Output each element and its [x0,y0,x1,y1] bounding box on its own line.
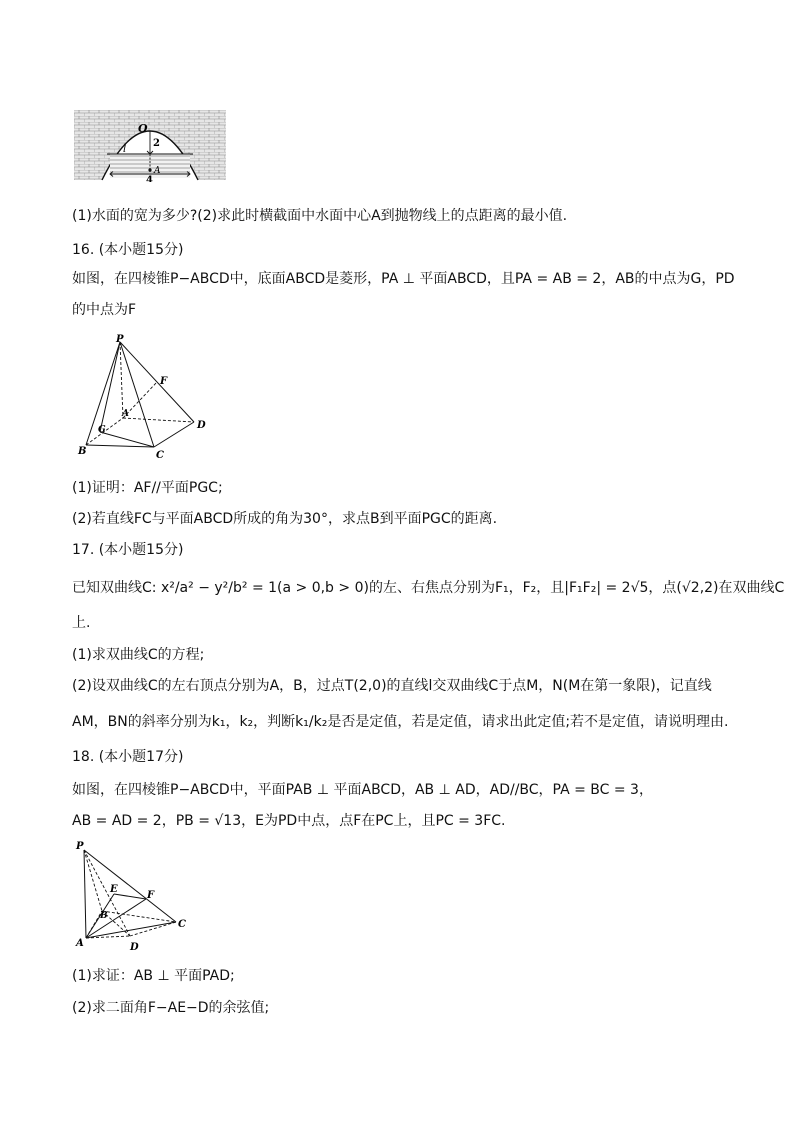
label-B: B [78,446,87,457]
edge-PD-hidden [84,850,130,936]
edge-PB-hidden [84,850,102,911]
label-2: 2 [153,138,160,149]
q18-header: 18. (本小题17分) [72,749,184,765]
label-P: P [76,841,84,852]
label-A: A [154,166,161,176]
edge-BC [86,445,154,447]
label-l: l [123,144,127,155]
label-D: D [130,942,139,953]
label-B: B [100,911,108,921]
edge-GC [100,432,154,447]
q18-part1: (1)求证：AB ⊥ 平面PAD; [72,968,235,984]
label-E: E [110,884,118,895]
q18-stem-line2: AB = AD = 2，PB = √13，E为PD中点，点F在PC上，且PC = 3FC. [72,813,506,829]
label-O: O [138,122,148,135]
q16-stem-line1: 如图，在四棱锥P−ABCD中，底面ABCD是菱形，PA ⊥ 平面ABCD，且PA = AB = 2，AB的中点为G，PD [72,271,735,287]
label-P: P [116,334,124,345]
label-A: A [122,409,129,419]
q16-header: 16. (本小题15分) [72,242,184,258]
edge-PC [84,850,176,922]
q18-part2: (2)求二面角F−AE−D的余弦值; [72,1000,270,1016]
q16-pyramid-figure [74,332,214,462]
q17-part2-line1: (2)设双曲线C的左右顶点分别为A，B，过点T(2,0)的直线l交双曲线C于点M，N(M在第一象限)，记直线 [72,678,712,694]
edge-PA-hidden [120,342,123,418]
q16-part2: (2)若直线FC与平面ABCD所成的角为30°，求点B到平面PGC的距离. [72,511,498,527]
edge-AF [86,899,146,938]
label-C: C [156,450,164,461]
edge-AD-hidden [123,418,194,422]
label-A: A [76,938,84,949]
label-4: 4 [146,175,153,182]
point-A [148,168,151,171]
q17-part2-line2: AM，BN的斜率分别为k₁，k₂，判断k₁/k₂是否是定值，若是定值，请求出此定值;若不是定值，请说明理由. [72,714,729,730]
q17-part1: (1)求双曲线C的方程; [72,647,205,663]
q16-pyramid-svg [74,332,214,462]
label-F: F [160,376,168,387]
q18-pyramid-svg [72,838,192,956]
q16-part1: (1)证明：AF//平面PGC; [72,480,223,496]
label-F: F [147,890,155,901]
arch-figure [74,110,226,182]
edge-PG [100,342,120,432]
label-C: C [178,919,186,930]
q17-stem-line2: 上. [72,615,91,631]
edge-CD [154,422,194,447]
edge-PC [120,342,154,447]
label-D: D [197,420,206,431]
q17-header: 17. (本小题15分) [72,542,184,558]
q17-stem-line1: 已知双曲线C: x²/a² − y²/b² = 1(a > 0,b > 0)的左、右焦点分别为F₁，F₂，且|F₁F₂| = 2√5，点(√2,2)在双曲线C [72,580,785,596]
edge-PA [84,850,86,938]
arch-figure-svg [74,110,226,182]
q16-stem-line2: 的中点为F [72,302,137,318]
q15-part: (1)水面的宽为多少?(2)求此时横截面中水面中心A到抛物线上的点距离的最小值. [72,208,568,224]
q18-stem-line1: 如图，在四棱锥P−ABCD中，平面PAB ⊥ 平面ABCD，AB ⊥ AD，AD//BC，PA = BC = 3， [72,782,653,798]
label-G: G [98,425,106,435]
q18-pyramid-figure [72,838,192,956]
